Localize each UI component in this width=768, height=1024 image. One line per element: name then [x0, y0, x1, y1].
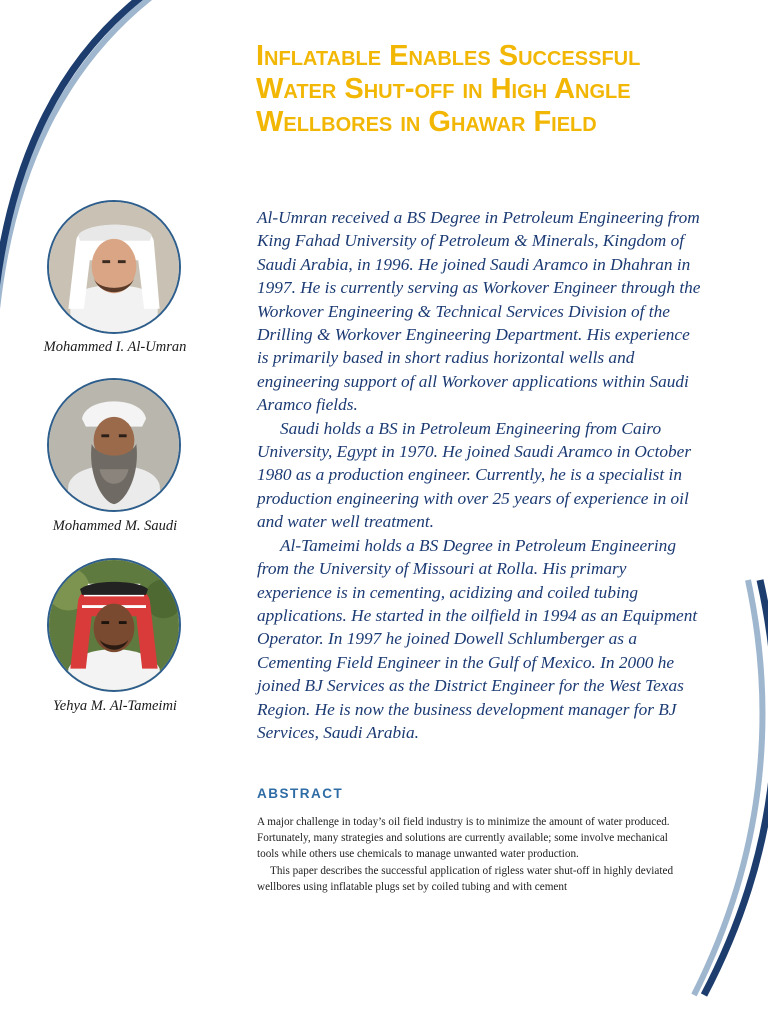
abstract-paragraph-1: A major challenge in today’s oil field industry is to minimize the amount of water produced. Fortunately, many strategies and solutions are currently available; some involve mechanical tools while others use chemicals to manage unwanted water production.	[257, 816, 670, 861]
bio-paragraph-al-umran: Al-Umran received a BS Degree in Petroleum Engineering from King Fahad University of Petroleum & Minerals, Kingdom of Saudi Arabia, in 1996. He joined Saudi Aramco in Dhahran in 1997. He is currently serving as Workover Engineer through the Workover Engineering & Technical Services Division of the Drilling & Workover Engineering Department. His experience is primarily based in short radius horizontal wells and engineering support of all Workover applications within Saudi Aramco fields.	[257, 208, 701, 415]
abstract-paragraph-2: This paper describes the successful application of rigless water shut-off in highly deviated wellbores using inflatable plugs set by coiled tubing and with cement	[257, 864, 674, 893]
abstract-heading: ABSTRACT	[257, 786, 344, 801]
author-caption-al-tameimi: Yehya M. Al-Tameimi	[53, 698, 177, 714]
author-photo-saudi	[47, 378, 181, 512]
bio-paragraph-saudi: Saudi holds a BS in Petroleum Engineering from Cairo University, Egypt in 1970. He joined Saudi Aramco in October 1980 as a production engineer. Currently, he is a specialist in production engineering with over 25 years of experience in oil and water well treatment.	[257, 418, 692, 532]
title-line-2: Water Shut-off in High Angle	[256, 73, 631, 105]
author-caption-al-umran: Mohammed I. Al-Umran	[43, 339, 187, 355]
right-curve-shadow	[694, 580, 762, 995]
title-line-1: Inflatable Enables Successful	[256, 40, 641, 72]
title-line-3: Wellbores in Ghawar Field	[256, 106, 597, 138]
author-photo-al-umran	[47, 200, 181, 334]
author-caption-saudi: Mohammed M. Saudi	[52, 518, 178, 534]
author-photo-al-tameimi	[47, 558, 181, 692]
bio-paragraph-al-tameimi: Al-Tameimi holds a BS Degree in Petroleum Engineering from the University of Missouri at Rolla. His primary experience is in cementing, acidizing and coiled tubing applications. He started in the oilfield in 1994 as an Equipment Operator. In 1997 he joined Dowell Schlumberger as a Cementing Field Engineer in the Gulf of Mexico. In 2000 he joined BJ Services as the District Engineer for the West Texas Region. He is now the business development manager for BJ Services, Saudi Arabia.	[257, 535, 698, 742]
abstract-body	[257, 814, 687, 895]
author-biographies	[257, 206, 702, 744]
article-title	[256, 40, 696, 139]
